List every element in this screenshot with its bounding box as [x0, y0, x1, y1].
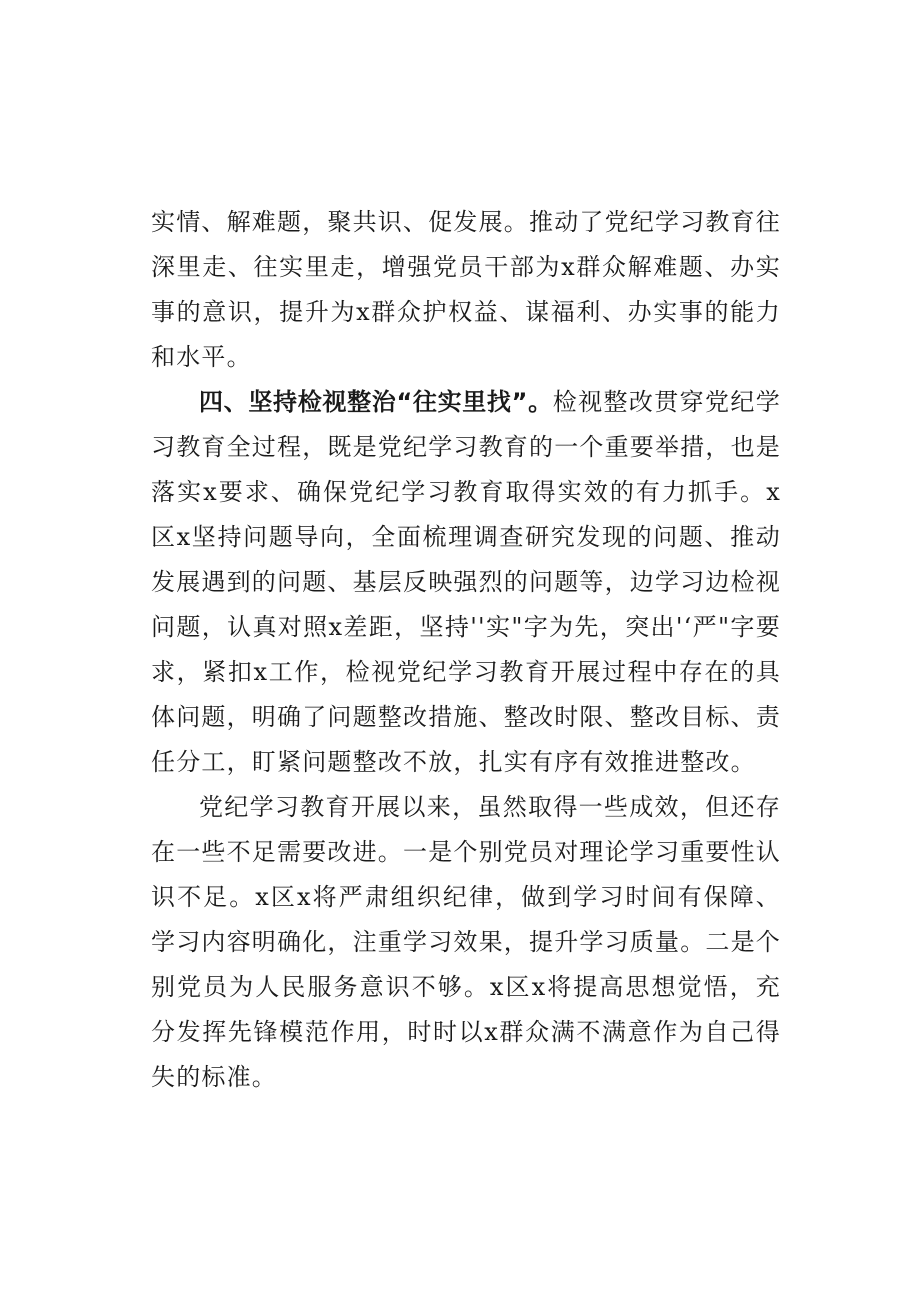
paragraph-summary	[151, 785, 781, 1100]
paragraph-text: 实情、解难题，聚共识、促发展。推动了党纪学习教育往深里走、往实里走，增强党员干部为x群众解难题、办实事的意识，提升为x群众护权益、谋福利、办实事的能力和水平。	[151, 208, 781, 371]
document-body	[151, 200, 781, 1100]
paragraph-continuation	[151, 200, 781, 380]
paragraph-text: 检视整改贯穿党纪学习教育全过程，既是党纪学习教育的一个重要举措，也是落实x要求、确保党纪学习教育取得实效的有力抓手。x区x坚持问题导向，全面梳理调查研究发现的问题、推动发展遇到的问题、基层反映强烈的问题等，边学习边检视问题，认真对照x差距，坚持''实"字为先，突出'‘严"字要求，紧扣x工作，检视党纪学习教育开展过程中存在的具体问题，明确了问题整改措施、整改时限、整改目标、责任分工，盯紧问题整改不放，扎实有序有效推进整改。	[151, 388, 781, 776]
paragraph-section-four	[151, 380, 781, 785]
section-heading: 四、坚持检视整治“往实里找”。	[199, 388, 553, 416]
paragraph-text: 党纪学习教育开展以来，虽然取得一些成效，但还存在一些不足需要改进。一是个别党员对理论学习重要性认识不足。x区x将严肃组织纪律，做到学习时间有保障、学习内容明确化，注重学习效果，提升学习质量。二是个别党员为人民服务意识不够。x区x将提高思想觉悟，充分发挥先锋模范作用，时时以x群众满不满意作为自己得失的标准。	[151, 793, 781, 1091]
